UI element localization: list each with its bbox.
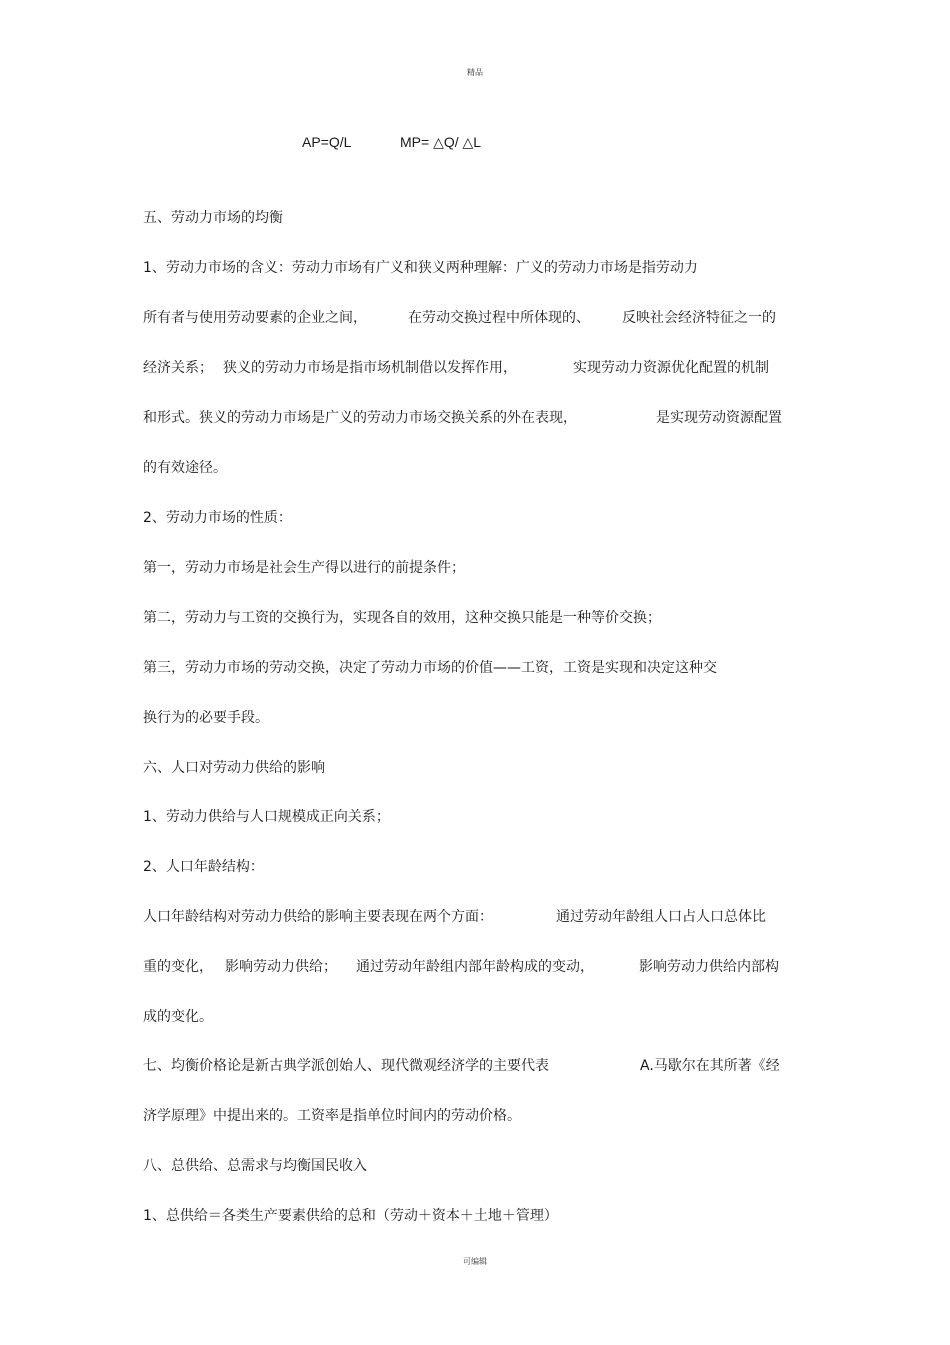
text-segment: 实现劳动力资源优化配置的机制 — [573, 360, 769, 376]
section-heading-8: 八、总供给、总需求与均衡国民收入 — [143, 1158, 367, 1174]
paragraph-line: 第一，劳动力市场是社会生产得以进行的前提条件； — [143, 560, 465, 576]
text-segment: 通过劳动年龄组人口占人口总体比 — [556, 909, 766, 925]
text-segment: 在劳动交换过程中所体现的、 — [408, 310, 590, 326]
section-heading-5: 五、劳动力市场的均衡 — [143, 210, 283, 226]
text-segment: 人口年龄结构对劳动力供给的影响主要表现在两个方面： — [143, 909, 493, 925]
page-footer: 可编辑 — [463, 1257, 487, 1266]
paragraph-line: 的有效途径。 — [143, 460, 227, 476]
section-heading-7 — [143, 1057, 780, 1111]
text-segment: 影响劳动力供给内部构 — [639, 959, 779, 975]
text-segment: 影响劳动力供给； — [225, 959, 337, 975]
text-segment: 通过劳动年龄组内部年龄构成的变动， — [356, 959, 594, 975]
text-segment: 七、均衡价格论是新古典学派创始人、现代微观经济学的主要代表 — [143, 1058, 549, 1074]
paragraph-line: 1、总供给＝各类生产要素供给的总和（劳动＋资本＋土地＋管理） — [143, 1208, 558, 1224]
paragraph-line: 第二，劳动力与工资的交换行为，实现各自的效用，这种交换只能是一种等价交换； — [143, 610, 661, 626]
paragraph-line — [143, 908, 766, 962]
paragraph-line: 换行为的必要手段。 — [143, 710, 269, 726]
text-segment: 和形式。狭义的劳动力市场是广义的劳动力市场交换关系的外在表现， — [143, 410, 577, 426]
paragraph-line: 成的变化。 — [143, 1009, 213, 1025]
paragraph-line: 1、劳动力供给与人口规模成正向关系； — [143, 809, 390, 825]
text-segment: 经济关系； — [143, 360, 213, 376]
text-segment: 所有者与使用劳动要素的企业之间， — [143, 310, 367, 326]
text-segment: 是实现劳动资源配置 — [656, 410, 782, 426]
paragraph-line: 1、劳动力市场的含义：劳动力市场有广义和狭义两种理解：广义的劳动力市场是指劳动力 — [143, 260, 698, 276]
subheading: 2、人口年龄结构： — [143, 859, 264, 875]
mp-formula: MP= △Q/ △L — [400, 134, 482, 150]
text-segment: A.马歇尔在其所著《经 — [640, 1058, 780, 1074]
paragraph-line: 济学原理》中提出来的。工资率是指单位时间内的劳动价格。 — [143, 1108, 521, 1124]
paragraph-line: 第三，劳动力市场的劳动交换，决定了劳动力市场的价值——工资，工资是实现和决定这种交 — [143, 660, 717, 676]
section-heading-6: 六、人口对劳动力供给的影响 — [143, 760, 325, 776]
paragraph-line — [143, 409, 782, 463]
ap-formula: AP=Q/L — [302, 134, 352, 150]
text-segment: 重的变化， — [143, 959, 213, 975]
text-segment: 反映社会经济特征之一的 — [622, 310, 776, 326]
text-segment: 狭义的劳动力市场是指市场机制借以发挥作用， — [223, 360, 517, 376]
page-header: 精品 — [467, 68, 483, 77]
subheading: 2、劳动力市场的性质： — [143, 510, 292, 526]
